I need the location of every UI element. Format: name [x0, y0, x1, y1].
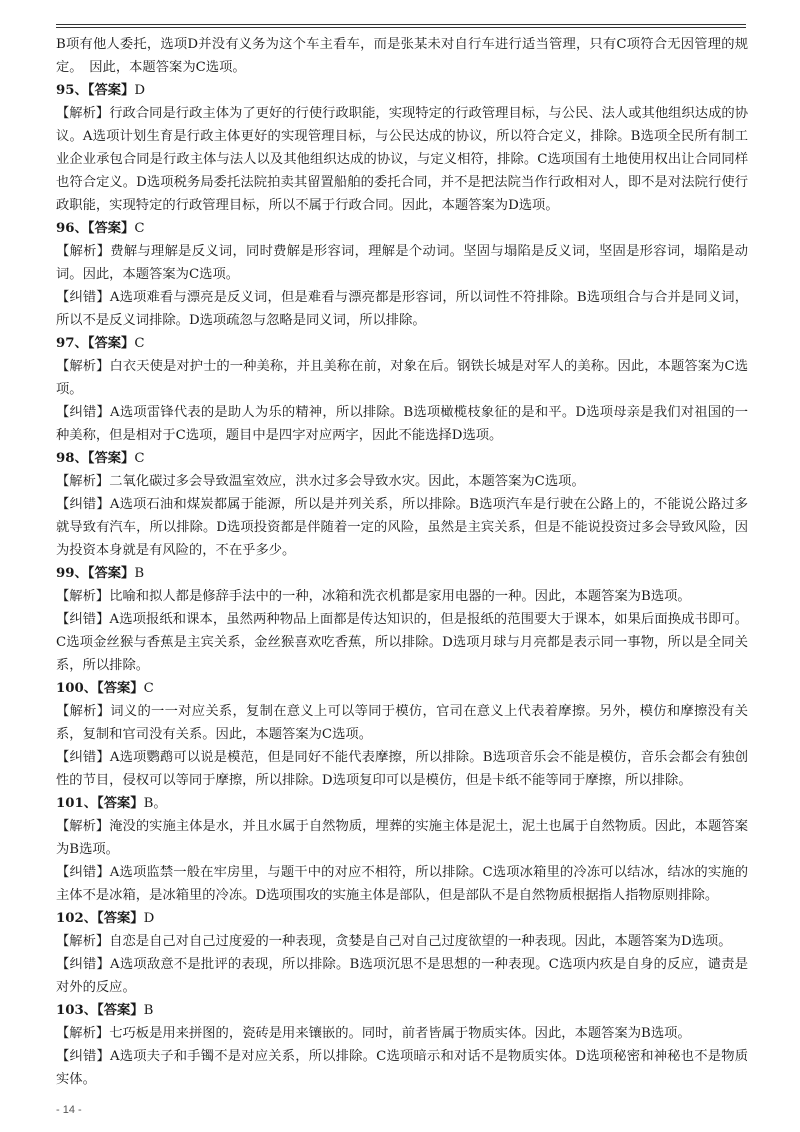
paragraph-tag: 【纠错】: [56, 750, 110, 765]
explanation-paragraph: [56, 815, 748, 861]
explanation-paragraph: [56, 930, 748, 953]
question-number: 96、: [56, 221, 88, 236]
paragraph-tag: 【解析】: [56, 589, 110, 604]
paragraph-text: A选项敌意不是批评的表现，所以排除。B选项沉思不是思想的一种表现。C选项内疚是自身的反应，谴责是对外的反应。: [56, 957, 749, 995]
answer-label: 【答案】: [87, 566, 135, 581]
question-block: [56, 79, 748, 217]
paragraph-tag: 【纠错】: [56, 497, 110, 512]
header-rule-top: [56, 24, 746, 25]
explanation-paragraph: [56, 1022, 748, 1045]
paragraph-text: A选项夫子和手镯不是对应关系，所以排除。C选项暗示和对话不是物质实体。D选项秘密和神秘也不是物质实体。: [56, 1049, 749, 1087]
paragraph-tag: 【纠错】: [56, 405, 111, 420]
question-header: [56, 79, 748, 102]
question-header: [56, 677, 748, 700]
explanation-paragraph: [56, 608, 748, 677]
page-number: - 14 -: [56, 1104, 82, 1116]
question-header: [56, 332, 748, 355]
explanation-paragraph: [56, 355, 748, 401]
question-header: [56, 447, 748, 470]
question-number: 101、: [56, 796, 98, 811]
question-header: [56, 999, 748, 1022]
answer-value: B: [134, 566, 145, 581]
explanation-paragraph: [56, 102, 748, 217]
answer-value: C: [134, 451, 145, 466]
paragraph-text: 费解与理解是反义词，同时费解是形容词，理解是个动词。坚固与塌陷是反义词，坚固是形容词，塌陷是动词。因此，本题答案为C选项。: [56, 244, 748, 282]
paragraph-tag: 【纠错】: [56, 865, 110, 880]
paragraph-tag: 【解析】: [56, 244, 111, 259]
question-header: [56, 792, 748, 815]
answer-label: 【答案】: [87, 83, 135, 98]
paragraph-tag: 【纠错】: [56, 957, 111, 972]
paragraph-text: A选项难看与漂亮是反义词，但是难看与漂亮都是形容词，所以词性不符排除。B选项组合与合并是同义词，所以不是反义词排除。D选项疏忽与忽略是同义词，所以排除。: [56, 290, 749, 328]
question-number: 98、: [56, 451, 88, 466]
answer-value: C: [143, 681, 154, 696]
answer-value: B: [143, 1003, 154, 1018]
paragraph-tag: 【纠错】: [56, 290, 110, 305]
paragraph-tag: 【解析】: [56, 1026, 110, 1041]
explanation-paragraph: [56, 470, 748, 493]
question-number: 100、: [56, 681, 98, 696]
paragraph-tag: 【纠错】: [56, 1049, 110, 1064]
answer-value: D: [134, 83, 146, 98]
explanation-paragraph: [56, 861, 748, 907]
answer-label: 【答案】: [87, 336, 135, 351]
answer-label: 【答案】: [97, 1003, 144, 1018]
paragraph-text: A选项报纸和课本，虽然两种物品上面都是传达知识的，但是报纸的范围要大于课本，如果后面换成书即可。C选项金丝猴与香蕉是主宾关系，金丝猴喜欢吃香蕉，所以排除。D选项月球与月亮都是表示同一事物，所以是全同关系，所以排除。: [56, 612, 749, 673]
explanation-paragraph: [56, 700, 748, 746]
question-number: 99、: [56, 566, 88, 581]
answer-label: 【答案】: [97, 796, 144, 811]
explanation-paragraph: [56, 746, 748, 792]
page-content: [56, 33, 748, 1091]
paragraph-text: 白衣天使是对护士的一种美称，并且美称在前，对象在后。钢铁长城是对军人的美称。因此，本题答案为C选项。: [56, 359, 748, 397]
answer-value: D: [143, 911, 155, 926]
explanation-paragraph: [56, 493, 748, 562]
paragraph-tag: 【纠错】: [56, 612, 110, 627]
question-block: [56, 677, 748, 792]
paragraph-tag: 【解析】: [56, 934, 110, 949]
intro-paragraph: B项有他人委托，选项D并没有义务为这个车主看车，而是张某未对自行车进行适当管理，只有C项符合无因管理的规定。 因此，本题答案为C选项。: [56, 37, 748, 75]
question-number: 102、: [56, 911, 98, 926]
question-block: [56, 792, 748, 907]
paragraph-tag: 【解析】: [56, 819, 110, 834]
question-header: [56, 217, 748, 240]
question-block: [56, 999, 748, 1091]
question-block: [56, 447, 748, 562]
answer-value: C: [134, 221, 145, 236]
answer-label: 【答案】: [87, 451, 135, 466]
paragraph-text: 二氧化碳过多会导致温室效应，洪水过多会导致水灾。因此，本题答案为C选项。: [109, 474, 585, 489]
answer-value: C: [134, 336, 145, 351]
explanation-paragraph: [56, 1045, 748, 1091]
paragraph-tag: 【解析】: [56, 106, 110, 121]
paragraph-text: A选项雷锋代表的是助人为乐的精神，所以排除。B选项橄榄枝象征的是和平。D选项母亲是我们对祖国的一种美称，但是相对于C选项，题目中是四字对应两字，因此不能选择D选项。: [56, 405, 748, 443]
explanation-paragraph: [56, 240, 748, 286]
paragraph-text: 行政合同是行政主体为了更好的行使行政职能，实现特定的行政管理目标，与公民、法人或其他组织达成的协议。A选项计划生育是行政主体更好的实现管理目标，与公民达成的协议，所以符合定义，排除。B选项全民所有制工业企业承包合同是行政主体与法人以及其他组织达成的协议，与定义相符，排除。C选项国有土地使用权出让合同同样也符合定义。D选项税务局委托法院拍卖其留置船舶的委托合同，并不是把法院当作行政相对人，即不是对法院行使行政职能，实现特定的行政管理目标，所以不属于行政合同。因此，本题答案为D选项。: [56, 106, 749, 213]
header-rule-bottom: [56, 27, 746, 28]
explanation-paragraph: [56, 401, 748, 447]
question-block: [56, 562, 748, 677]
paragraph-text: A选项监禁一般在牢房里，与题干中的对应不相符，所以排除。C选项冰箱里的冷冻可以结冰，结冰的实施的主体不是冰箱，是冰箱里的冷冻。D选项围攻的实施主体是部队，但是部队不是自然物质根据指人指物原则排除。: [56, 865, 749, 903]
paragraph-text: 词义的一一对应关系，复制在意义上可以等同于模仿，官司在意义上代表着摩擦。另外，模仿和摩擦没有关系，复制和官司没有关系。因此，本题答案为C选项。: [56, 704, 748, 742]
question-number: 95、: [56, 83, 88, 98]
paragraph-text: A选项石油和煤炭都属于能源，所以是并列关系，所以排除。B选项汽车是行驶在公路上的，不能说公路过多就导致有汽车，所以排除。D选项投资都是伴随着一定的风险，虽然是主宾关系，但是不能说投资过多会导致风险，因为投资本身就是有风险的，不在乎多少。: [56, 497, 749, 558]
question-header: [56, 907, 748, 930]
answer-label: 【答案】: [97, 911, 144, 926]
paragraph-tag: 【解析】: [56, 704, 111, 719]
answer-label: 【答案】: [97, 681, 144, 696]
question-number: 103、: [56, 1003, 98, 1018]
explanation-paragraph: [56, 953, 748, 999]
paragraph-text: 自恋是自己对自己过度爱的一种表现，贪婪是自己对自己过度欲望的一种表现。因此，本题答案为D选项。: [109, 934, 732, 949]
paragraph-tag: 【解析】: [56, 474, 110, 489]
question-number: 97、: [56, 336, 88, 351]
explanation-paragraph: [56, 585, 748, 608]
paragraph-text: 比喻和拟人都是修辞手法中的一种，冰箱和洗衣机都是家用电器的一种。因此，本题答案为B选项。: [109, 589, 691, 604]
question-header: [56, 562, 748, 585]
paragraph-tag: 【解析】: [56, 359, 110, 374]
paragraph-text: 淹没的实施主体是水，并且水属于自然物质，埋葬的实施主体是泥土，泥土也属于自然物质。因此，本题答案为B选项。: [56, 819, 749, 857]
question-block: [56, 332, 748, 447]
paragraph-text: A选项鹦鹉可以说是模范，但是同好不能代表摩擦，所以排除。B选项音乐会不能是模仿，音乐会都会有独创性的节目，侵权可以等同于摩擦，所以排除。D选项复印可以是模仿，但是卡纸不能等同于摩擦，所以排除。: [56, 750, 749, 788]
paragraph-text: 七巧板是用来拼图的，瓷砖是用来镶嵌的。同时，前者皆属于物质实体。因此，本题答案为B选项。: [109, 1026, 691, 1041]
question-block: [56, 217, 748, 332]
answer-label: 【答案】: [87, 221, 135, 236]
question-block: [56, 907, 748, 999]
explanation-paragraph: [56, 286, 748, 332]
answer-value: B。: [143, 796, 167, 811]
